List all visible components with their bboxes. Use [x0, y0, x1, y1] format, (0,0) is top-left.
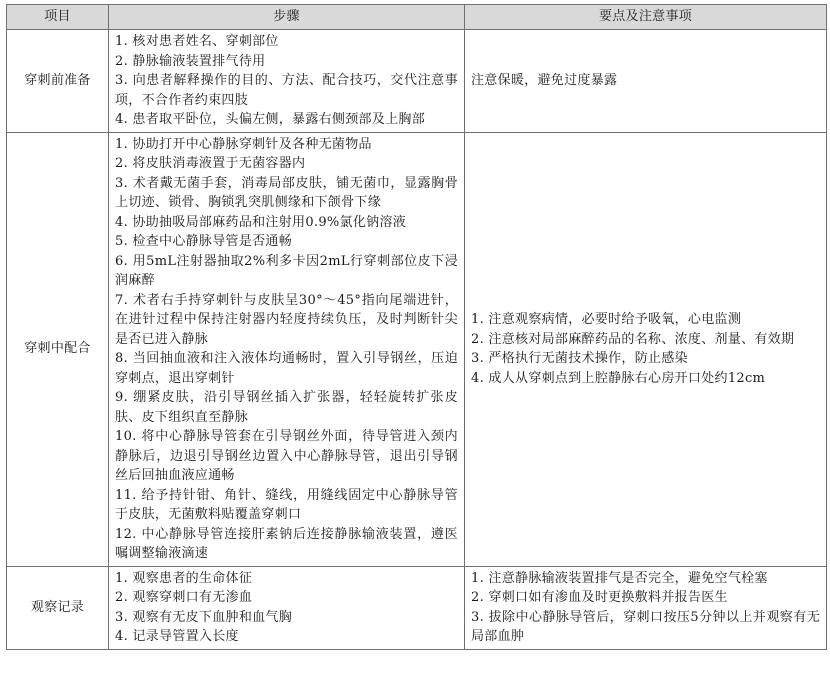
step-line: 6. 用5mL注射器抽取2%利多卡因2mL行穿刺部位皮下浸润麻醉 — [115, 253, 458, 288]
step-line: 11. 给予持针钳、角针、缝线，用缝线固定中心静脉导管于皮肤，无菌敷料贴覆盖穿刺口 — [115, 487, 458, 522]
step-line: 4. 记录导管置入长度 — [115, 629, 239, 644]
row-notes — [465, 132, 827, 566]
step-line: 4. 协助抽吸局部麻药品和注射用0.9%氯化钠溶液 — [115, 214, 407, 230]
note-line: 2. 注意核对局部麻醉药品的名称、浓度、剂量、有效期 — [471, 331, 795, 347]
step-line: 1. 核对患者姓名、穿刺部位 — [115, 34, 279, 49]
header-steps: 步骤 — [109, 5, 465, 30]
row-item-label: 穿刺前准备 — [7, 30, 109, 133]
step-line: 3. 观察有无皮下血肿和血气胸 — [115, 609, 293, 625]
step-line: 12. 中心静脉导管连接肝素钠后连接静脉输液装置，遵医嘱调整输液滴速 — [115, 526, 458, 561]
note-line: 2. 穿刺口如有渗血及时更换敷料并报告医生 — [471, 590, 728, 605]
step-line: 5. 检查中心静脉导管是否通畅 — [115, 234, 293, 249]
note-line: 1. 注意观察病情，必要时给予吸氧，心电监测 — [471, 312, 742, 327]
row-notes — [465, 30, 827, 133]
step-line: 9. 绷紧皮肤，沿引导钢丝插入扩张器，轻轻旋转扩张皮肤、皮下组织直至静脉 — [115, 390, 458, 425]
note-line: 1. 注意静脉输液装置排气是否完全，避免空气栓塞 — [471, 570, 768, 586]
row-item-label: 观察记录 — [7, 566, 109, 649]
header-item: 项目 — [7, 5, 109, 30]
row-item-label: 穿刺中配合 — [7, 132, 109, 566]
step-line: 1. 协助打开中心静脉穿刺针及各种无菌物品 — [115, 136, 372, 152]
step-line: 2. 观察穿刺口有无渗血 — [115, 590, 253, 605]
step-line: 3. 向患者解释操作的目的、方法、配合技巧，交代注意事项，不合作者约束四肢 — [115, 73, 458, 108]
step-line: 7. 术者右手持穿刺针与皮肤呈30°～45°指向尾端进针，在进针过程中保持注射器内轻度持续负压，及时判断针尖是否已进入静脉 — [115, 292, 458, 347]
table-row-during-puncture — [7, 132, 827, 566]
step-line: 10. 将中心静脉导管套在引导钢丝外面，待导管进入颈内静脉后，边退引导钢丝边置入中心静脉导管，退出引导钢丝后回抽血液应通畅 — [115, 429, 458, 483]
step-line: 1. 观察患者的生命体征 — [115, 570, 253, 586]
table-row-preparation — [7, 30, 827, 133]
note-line: 3. 拔除中心静脉导管后，穿刺口按压5分钟以上并观察有无局部血肿 — [471, 609, 820, 644]
row-notes — [465, 566, 827, 649]
header-notes: 要点及注意事项 — [465, 5, 827, 30]
header-row — [7, 5, 827, 30]
step-line: 4. 患者取平卧位，头偏左侧，暴露右侧颈部及上胸部 — [115, 112, 426, 127]
step-line: 2. 将皮肤消毒液置于无菌容器内 — [115, 156, 306, 171]
step-line: 3. 术者戴无菌手套，消毒局部皮肤，铺无菌巾，显露胸骨上切迹、锁骨、胸锁乳突肌侧缘和下颌骨下缘 — [115, 175, 458, 210]
row-steps — [109, 132, 465, 566]
procedure-table — [6, 4, 827, 650]
note-line: 3. 严格执行无菌技术操作，防止感染 — [471, 351, 688, 366]
step-line: 2. 静脉输液装置排气待用 — [115, 53, 266, 69]
row-steps — [109, 30, 465, 133]
table-row-observation — [7, 566, 827, 649]
row-steps — [109, 566, 465, 649]
step-line: 8. 当回抽血液和注入液体均通畅时，置入引导钢丝，压迫穿刺点，退出穿刺针 — [115, 351, 458, 386]
note-line: 注意保暖，避免过度暴露 — [471, 73, 618, 88]
note-line: 4. 成人从穿刺点到上腔静脉右心房开口处约12cm — [471, 370, 766, 386]
